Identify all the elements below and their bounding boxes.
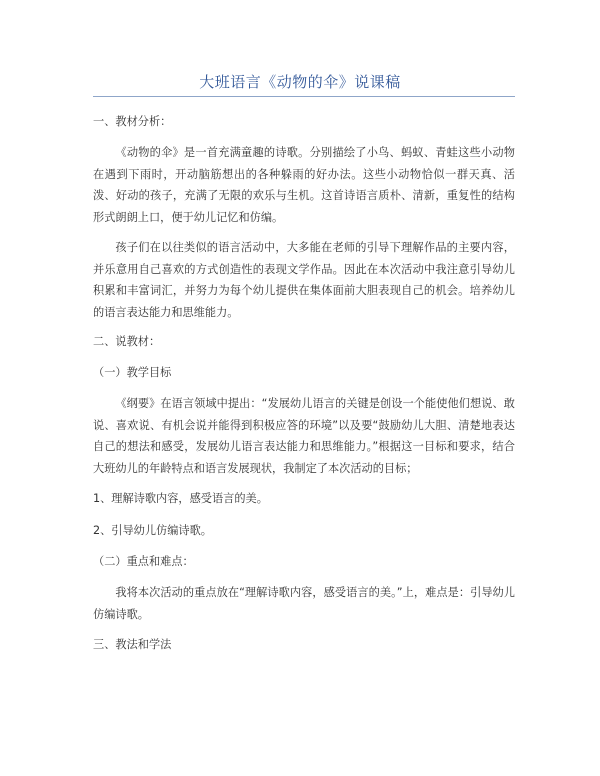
subheading-key-points: （二）重点和难点： <box>93 555 194 568</box>
title-underline-divider <box>93 96 515 97</box>
paragraph-children-background: 孩子们在以往类似的语言活动中，大多能在老师的引导下理解作品的主要内容，并乐意用自己喜欢的方式创造性的表现文学作品。因此在本次活动中我注意引导幼儿积累和丰富词汇，并努力为每个幼儿提供在集体面前大胆表现自己的机会。培养幼儿的语言表达能力和思维能力。 <box>93 241 515 319</box>
section-heading-teaching-material: 二、说教材： <box>93 335 161 348</box>
section-heading-methods: 三、教法和学法 <box>93 638 172 651</box>
paragraph-outline-requirements: 《纲要》在语言领域中提出：“发展幼儿语言的关键是创设一个能使他们想说、敢说、喜欢说、有机会说并能得到积极应答的环境”以及要“鼓励幼儿大胆、清楚地表达自己的想法和感受，发展幼儿语言表达能力和思维能力。”根据这一目标和要求，结合大班幼儿的年龄特点和语言发展现状，我制定了本次活动的目标； <box>93 397 515 475</box>
document-title: 大班语言《动物的伞》说课稿 <box>199 73 401 91</box>
subheading-teaching-goals: （一）教学目标 <box>93 366 172 379</box>
goal-item-2: 2、引导幼儿仿编诗歌。 <box>93 524 212 537</box>
paragraph-poem-intro: 《动物的伞》是一首充满童趣的诗歌。分别描绘了小鸟、蚂蚁、青蛙这些小动物在遇到下雨时，开动脑筋想出的各种躲雨的好办法。这些小动物恰似一群天真、活泼、好动的孩子，充满了无限的欢乐与生机。这首诗语言质朴、清新，重复性的结构形式朗朗上口，便于幼儿记忆和仿编。 <box>93 146 515 224</box>
paragraph-key-points: 我将本次活动的重点放在“理解诗歌内容，感受语言的美。”上，难点是：引导幼儿仿编诗歌。 <box>93 586 515 621</box>
goal-item-1: 1、理解诗歌内容，感受语言的美。 <box>93 492 268 505</box>
section-heading-material-analysis: 一、教材分析： <box>93 115 172 128</box>
